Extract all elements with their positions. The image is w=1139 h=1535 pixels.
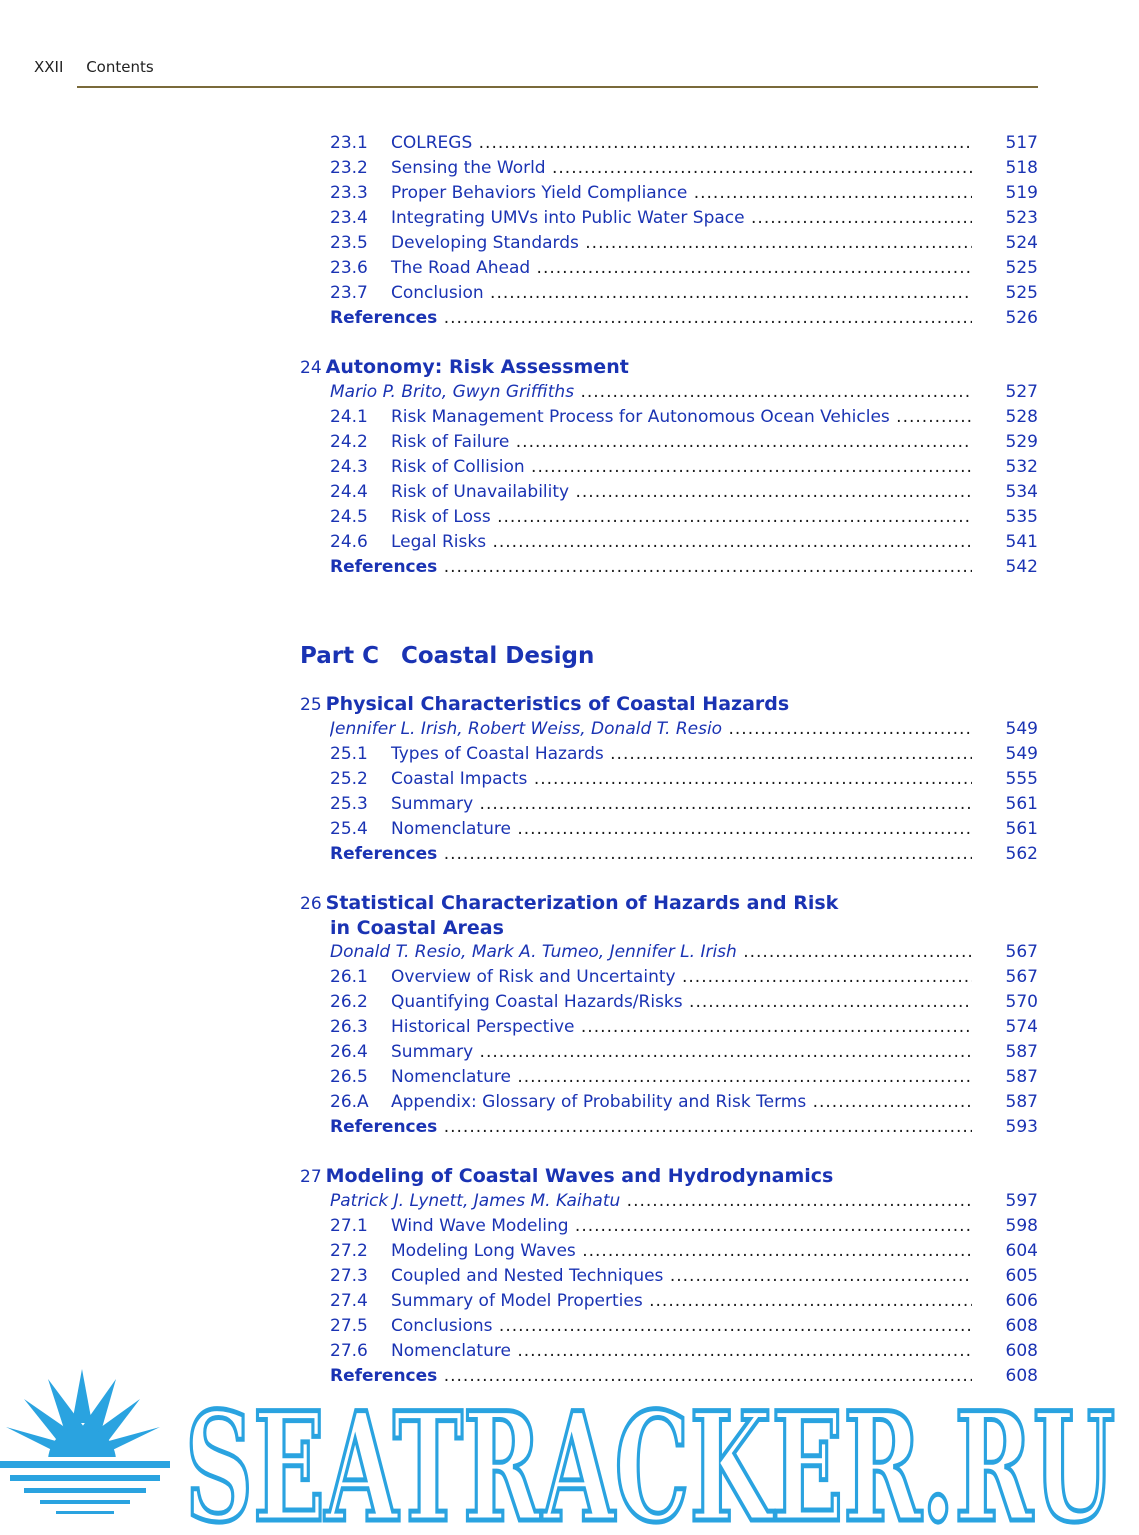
chapter-authors[interactable]: Donald T. Resio, Mark A. Tumeo, Jennifer L. Irish ..... 567 [300, 940, 1038, 965]
toc-entry[interactable]: 26.5 Nomenclature ..... 587 [300, 1065, 1038, 1090]
toc-entry[interactable]: 27.3 Coupled and Nested Techniques ..... 605 [300, 1264, 1038, 1289]
sun-logo-icon [0, 1369, 170, 1514]
toc-entry[interactable]: 24.1 Risk Management Process for Autonomous Ocean Vehicles ..... 528 [300, 405, 1038, 430]
toc-references[interactable]: References ..... 542 [300, 555, 1038, 580]
toc-entry[interactable]: 25.4 Nomenclature ..... 561 [300, 817, 1038, 842]
toc-entry[interactable]: 24.3 Risk of Collision ..... 532 [300, 455, 1038, 480]
toc-entry[interactable]: 27.5 Conclusions ..... 608 [300, 1314, 1038, 1339]
header-rule [77, 86, 1038, 88]
toc-entry[interactable]: 26.4 Summary ..... 587 [300, 1040, 1038, 1065]
toc-entry[interactable]: 26.2 Quantifying Coastal Hazards/Risks ..... 570 [300, 990, 1038, 1015]
toc-references[interactable]: References ..... 526 [300, 306, 1038, 331]
chapter-title[interactable]: 24 Autonomy: Risk Assessment [300, 356, 629, 378]
toc-entry[interactable]: 25.3 Summary ..... 561 [300, 792, 1038, 817]
toc-entry[interactable]: 27.4 Summary of Model Properties ..... 606 [300, 1289, 1038, 1314]
part-heading[interactable]: Part C Coastal Design [300, 643, 595, 669]
toc-entry[interactable]: 27.2 Modeling Long Waves ..... 604 [300, 1239, 1038, 1264]
toc-entry[interactable]: 23.7 Conclusion ..... 525 [300, 281, 1038, 306]
page-number: XXII [34, 58, 64, 76]
chapter-24 [300, 355, 1038, 580]
toc-entry[interactable]: 27.6 Nomenclature ..... 608 [300, 1339, 1038, 1364]
toc-references[interactable]: References ..... 593 [300, 1115, 1038, 1140]
toc-entry[interactable]: 23.4 Integrating UMVs into Public Water Space ..... 523 [300, 206, 1038, 231]
toc-entry[interactable]: 26.3 Historical Perspective ..... 574 [300, 1015, 1038, 1040]
watermark [0, 1365, 1139, 1535]
chapter-title[interactable]: 27 Modeling of Coastal Waves and Hydrodynamics [300, 1165, 834, 1187]
toc-entry[interactable]: 25.1 Types of Coastal Hazards ..... 549 [300, 742, 1038, 767]
toc-entry[interactable]: 24.4 Risk of Unavailability ..... 534 [300, 480, 1038, 505]
chapter-authors[interactable]: Mario P. Brito, Gwyn Griffiths ..... 527 [300, 380, 1038, 405]
toc-entry[interactable]: 26.A Appendix: Glossary of Probability and Risk Terms ..... 587 [300, 1090, 1038, 1115]
chapter-26 [300, 891, 1038, 1140]
watermark-text: SEATRACKER.RU [185, 1380, 1115, 1535]
running-title: Contents [86, 58, 154, 76]
chapter-23-entries [300, 131, 1038, 331]
toc-entry[interactable]: 26.1 Overview of Risk and Uncertainty ..... 567 [300, 965, 1038, 990]
toc-entry[interactable]: 25.2 Coastal Impacts ..... 555 [300, 767, 1038, 792]
chapter-27 [300, 1164, 1038, 1389]
toc-entry[interactable]: 23.3 Proper Behaviors Yield Compliance ..... 519 [300, 181, 1038, 206]
chapter-authors[interactable]: Patrick J. Lynett, James M. Kaihatu ..... 597 [300, 1189, 1038, 1214]
toc-entry[interactable]: 23.6 The Road Ahead ..... 525 [300, 256, 1038, 281]
chapter-authors[interactable]: Jennifer L. Irish, Robert Weiss, Donald T. Resio ..... 549 [300, 717, 1038, 742]
toc-entry[interactable]: 27.1 Wind Wave Modeling ..... 598 [300, 1214, 1038, 1239]
toc-references[interactable]: References ..... 608 [300, 1364, 1038, 1389]
chapter-title[interactable]: 26 Statistical Characterization of Hazards and Risk in Coastal Areas [300, 892, 839, 939]
running-header [34, 58, 154, 76]
toc-entry[interactable]: 23.2 Sensing the World ..... 518 [300, 156, 1038, 181]
chapter-25 [300, 692, 1038, 867]
toc-entry[interactable]: 24.2 Risk of Failure ..... 529 [300, 430, 1038, 455]
toc-entry[interactable]: 23.1 COLREGS ..... 517 [300, 131, 1038, 156]
toc-references[interactable]: References ..... 562 [300, 842, 1038, 867]
table-of-contents [300, 131, 1038, 1389]
toc-entry[interactable]: 24.6 Legal Risks ..... 541 [300, 530, 1038, 555]
toc-entry[interactable]: 24.5 Risk of Loss ..... 535 [300, 505, 1038, 530]
toc-entry[interactable]: 23.5 Developing Standards ..... 524 [300, 231, 1038, 256]
chapter-title[interactable]: 25 Physical Characteristics of Coastal Hazards [300, 693, 790, 715]
